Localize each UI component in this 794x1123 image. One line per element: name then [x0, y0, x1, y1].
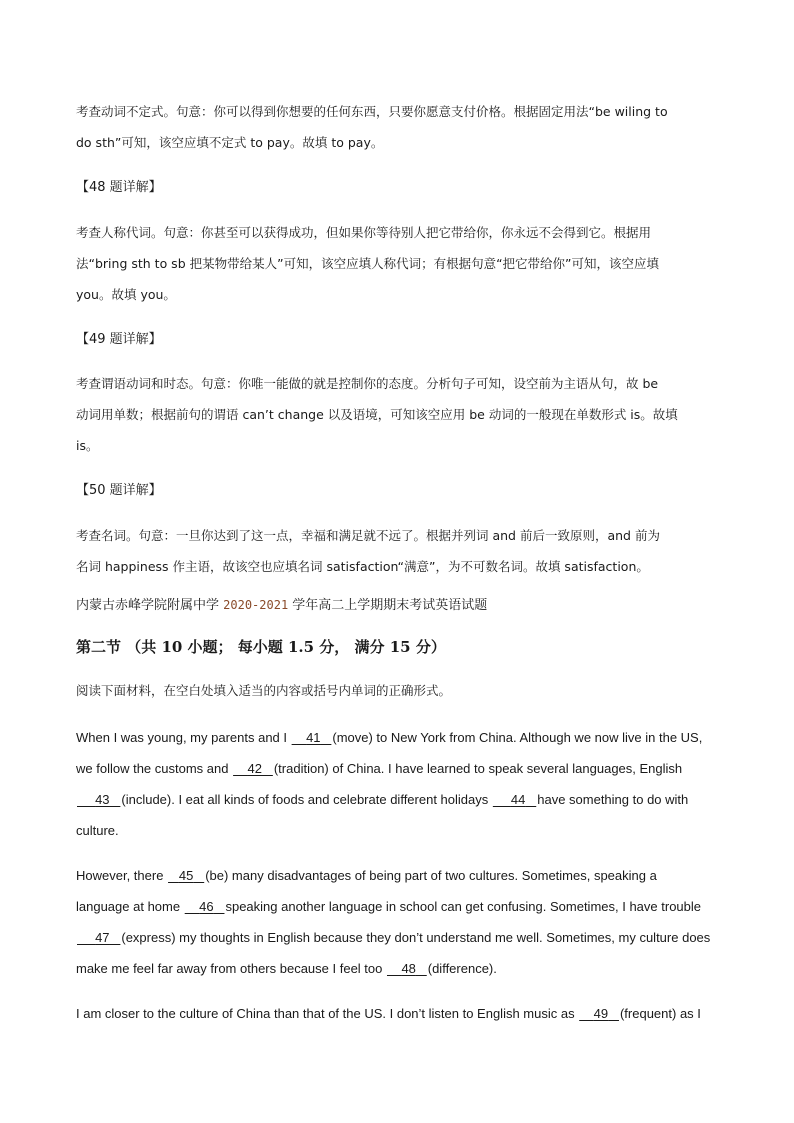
q50-explanation [76, 520, 716, 582]
q50-line-1: 考查名词。句意：一旦你达到了这一点，幸福和满足就不远了。根据并列词 and 前后一致原则，and 前为 [76, 528, 660, 543]
text-segment: I am closer to the culture of China than that of the US. I don’t listen to English music as [76, 1006, 579, 1021]
q49-heading: 【49 题详解】 [76, 332, 162, 347]
text-segment: However, there [76, 868, 168, 883]
blank-44: 44 [510, 792, 526, 807]
passage-line [76, 922, 716, 953]
q48-line-3: you。故填 you。 [76, 287, 176, 302]
blank-45: 45 [178, 868, 194, 883]
q48-line-1: 考查人称代词。句意：你甚至可以获得成功，但如果你等待别人把它带给你，你永远不会得到它。根据用 [76, 225, 652, 240]
source-prefix: 内蒙古赤峰学院附属中学 [76, 598, 224, 613]
blank-46: 46 [199, 899, 214, 914]
q48-heading: 【48 题详解】 [76, 180, 162, 195]
blank-49: 49 [593, 1006, 609, 1021]
text-segment: When I was young, my parents and I [76, 730, 291, 745]
passage-line [76, 860, 716, 891]
q47-line-1: 考查动词不定式。句意：你可以得到你想要的任何东西，只要你愿意支付价格。根据固定用法“be wiling to [76, 104, 668, 119]
q47-line-2: do sth”可知，该空应填不定式 to pay。故填 to pay。 [76, 135, 384, 150]
section-title: 第二节 （共 10 小题； 每小题 1.5 分， 满分 15 分） [76, 638, 446, 656]
blank-47: 47 [95, 930, 110, 945]
source-years: 2020-2021 [223, 598, 289, 612]
passage-line [76, 753, 716, 784]
blank-43: 43 [95, 792, 110, 807]
text-segment: (be) many disadvantages of being part of two cultures. Sometimes, speaking a [205, 868, 657, 883]
exam-source [76, 590, 716, 621]
q48-explanation [76, 217, 716, 310]
q47-explanation [76, 96, 716, 158]
text-segment: (include). I eat all kinds of foods and celebrate different holidays [121, 792, 492, 807]
passage-line [76, 953, 716, 984]
blank-42: 42 [247, 761, 262, 776]
source-suffix: 学年高二上学期期末考试英语试题 [288, 598, 488, 613]
text-segment: (frequent) as I [619, 1006, 701, 1021]
blank-41: 41 [306, 730, 321, 745]
q49-line-1: 考查谓语动词和时态。句意：你唯一能做的就是控制你的态度。分析句子可知，设空前为主语从句，故 be [76, 376, 659, 391]
text-segment: we follow the customs and [76, 761, 233, 776]
passage-paragraph-3 [76, 998, 716, 1029]
q50-line-2: 名词 happiness 作主语，故该空也应填名词 satisfaction“满意”，为不可数名词。故填 satisfaction。 [76, 559, 649, 574]
passage-line: culture. [76, 823, 119, 838]
text-segment: language at home [76, 899, 184, 914]
q50-heading: 【50 题详解】 [76, 483, 162, 498]
passage-line [76, 891, 716, 922]
passage-line [76, 784, 716, 815]
passage-paragraph-2 [76, 860, 716, 984]
text-segment: have something to do with [537, 792, 689, 807]
section-instruction: 阅读下面材料，在空白处填入适当的内容或括号内单词的正确形式。 [76, 683, 452, 698]
text-segment: speaking another language in school can get confusing. Sometimes, I have trouble [225, 899, 701, 914]
q48-line-2: 法“bring sth to sb 把某物带给某人”可知，该空应填人称代词；有根据句意“把它带给你”可知，该空应填 [76, 256, 660, 271]
passage-line [76, 998, 716, 1029]
q49-line-2: 动词用单数；根据前句的谓语 can’t change 以及语境，可知该空应用 be 动词的一般现在单数形式 is。故填 [76, 407, 678, 422]
passage-line [76, 722, 716, 753]
text-segment: (move) to New York from China. Although we now live in the US, [332, 730, 703, 745]
q49-line-3: is。 [76, 438, 99, 453]
text-segment: make me feel far away from others because I feel too [76, 961, 386, 976]
text-segment: (tradition) of China. I have learned to speak several languages, English [273, 761, 683, 776]
blank-48: 48 [401, 961, 416, 976]
text-segment: (express) my thoughts in English because they don’t understand me well. Sometimes, my culture does [121, 930, 711, 945]
passage-paragraph-1 [76, 722, 716, 846]
q49-explanation [76, 368, 716, 461]
text-segment: (difference). [427, 961, 497, 976]
